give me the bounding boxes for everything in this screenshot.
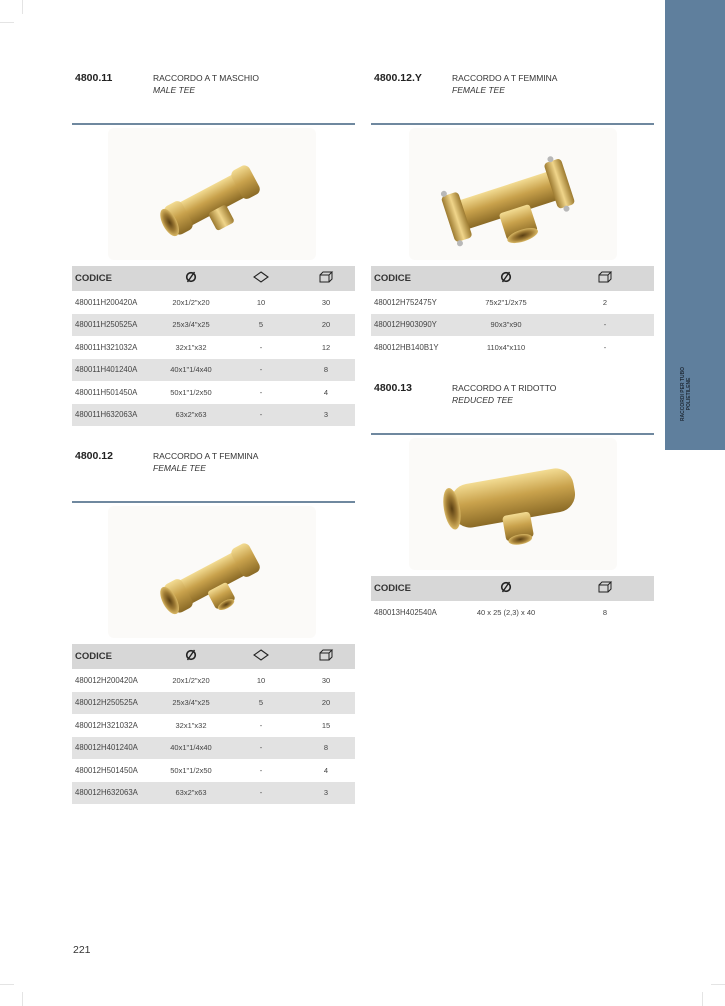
crop-mark bbox=[711, 984, 725, 985]
pack-qty: - bbox=[225, 737, 297, 760]
table-row bbox=[72, 737, 355, 760]
pack-qty: - bbox=[259, 342, 263, 352]
pack-qty: - bbox=[225, 359, 297, 382]
table-row bbox=[72, 404, 355, 427]
table-row bbox=[72, 291, 355, 314]
product-code: 4800.12.Y bbox=[374, 72, 422, 84]
table-row bbox=[72, 714, 355, 737]
dimension: 32x1"x32 bbox=[175, 720, 207, 730]
table-row bbox=[371, 314, 654, 337]
product-name-it: RACCORDO A T FEMMINA bbox=[452, 73, 558, 83]
article-code: 480012H321032A bbox=[75, 720, 138, 730]
table-header-row bbox=[371, 266, 654, 291]
diameter-header bbox=[157, 644, 225, 669]
article-code: 480011H501450A bbox=[75, 387, 138, 397]
box-qty: 4 bbox=[323, 765, 329, 775]
dimension: 20x1/2"x20 bbox=[172, 297, 210, 307]
box-qty: 3 bbox=[297, 782, 355, 805]
diameter-icon bbox=[500, 271, 512, 283]
product-code: 4800.11 bbox=[75, 72, 113, 84]
product-name-it: RACCORDO A T MASCHIO bbox=[153, 73, 259, 83]
fitting-header bbox=[225, 644, 297, 669]
codice-header: CODICE bbox=[371, 266, 456, 291]
female-tee-large-fitting-image bbox=[409, 128, 617, 260]
pack-qty: 10 bbox=[256, 675, 266, 685]
dimension: 25x3/4"x25 bbox=[157, 692, 225, 715]
box-qty: 8 bbox=[297, 737, 355, 760]
codice-header: CODICE bbox=[371, 576, 456, 601]
table-header-row bbox=[371, 576, 654, 601]
box-qty: 3 bbox=[297, 404, 355, 427]
diameter-icon bbox=[185, 649, 197, 661]
section-divider bbox=[371, 123, 654, 125]
table-header-row bbox=[72, 644, 355, 669]
article-code: 480012H501450A bbox=[75, 765, 138, 775]
dimension: 32x1"x32 bbox=[175, 342, 207, 352]
article-code: 480012H250525A bbox=[72, 692, 157, 715]
page-number: 221 bbox=[73, 944, 91, 956]
table-row bbox=[72, 381, 355, 404]
article-code: 480012H903090Y bbox=[371, 314, 456, 337]
crop-mark bbox=[0, 22, 14, 23]
male-tee-fitting-image bbox=[108, 128, 316, 260]
product-title bbox=[452, 72, 557, 96]
dimension: 25x3/4"x25 bbox=[157, 314, 225, 337]
section-side-tab bbox=[665, 0, 725, 450]
product-photo bbox=[409, 128, 617, 260]
dimension: 40x1"1/4x40 bbox=[157, 737, 225, 760]
dimension: 110x4"x110 bbox=[486, 342, 526, 352]
pack-qty: 10 bbox=[256, 297, 266, 307]
crop-mark bbox=[0, 984, 14, 985]
product-table bbox=[371, 576, 654, 624]
dimension: 50x1"1/2x50 bbox=[170, 387, 212, 397]
diameter-header bbox=[157, 266, 225, 291]
box-qty: - bbox=[603, 342, 607, 352]
side-tab-line-2: POLIETILENE bbox=[686, 377, 692, 411]
product-code: 4800.13 bbox=[374, 382, 412, 394]
article-code: 480011H321032A bbox=[75, 342, 138, 352]
dimension: 63x2"x63 bbox=[157, 782, 225, 805]
section-divider bbox=[72, 501, 355, 503]
box-icon bbox=[318, 271, 334, 283]
product-title bbox=[153, 72, 259, 96]
box-qty: 4 bbox=[323, 387, 329, 397]
box-qty: 20 bbox=[297, 692, 355, 715]
product-photo bbox=[409, 438, 617, 570]
crop-mark bbox=[22, 992, 23, 1006]
box-header bbox=[556, 266, 654, 291]
article-code: 480011H250525A bbox=[72, 314, 157, 337]
article-code: 480012HB140B1Y bbox=[374, 342, 439, 352]
product-photo bbox=[108, 506, 316, 638]
side-tab-line-1: RACCORDI PER TUBO bbox=[680, 366, 686, 422]
crop-mark bbox=[22, 0, 23, 14]
table-row bbox=[72, 759, 355, 782]
pack-qty: - bbox=[259, 720, 263, 730]
box-qty: 12 bbox=[321, 342, 331, 352]
article-code: 480011H632063A bbox=[72, 404, 157, 427]
box-qty: 20 bbox=[297, 314, 355, 337]
box-qty: - bbox=[556, 314, 654, 337]
table-row bbox=[72, 692, 355, 715]
box-header bbox=[556, 576, 654, 601]
fitting-header bbox=[225, 266, 297, 291]
box-qty: 30 bbox=[321, 297, 331, 307]
product-name-en: FEMALE TEE bbox=[452, 85, 505, 95]
table-header-row bbox=[72, 266, 355, 291]
article-code: 480012H632063A bbox=[72, 782, 157, 805]
table-row bbox=[72, 336, 355, 359]
box-qty: 8 bbox=[297, 359, 355, 382]
table-row bbox=[371, 336, 654, 359]
product-name-en: FEMALE TEE bbox=[153, 463, 206, 473]
pack-qty: - bbox=[225, 404, 297, 427]
box-header bbox=[297, 644, 355, 669]
dimension: 40x1"1/4x40 bbox=[157, 359, 225, 382]
dimension: 75x2"1/2x75 bbox=[485, 297, 527, 307]
hexagon-icon bbox=[253, 271, 269, 283]
product-name-en: REDUCED TEE bbox=[452, 395, 513, 405]
product-title bbox=[153, 450, 258, 474]
box-icon bbox=[597, 581, 613, 593]
box-qty: 15 bbox=[321, 720, 331, 730]
product-name-it: RACCORDO A T FEMMINA bbox=[153, 451, 259, 461]
product-name-it: RACCORDO A T RIDOTTO bbox=[452, 383, 557, 393]
box-qty: 30 bbox=[321, 675, 331, 685]
article-code: 480012H200420A bbox=[75, 675, 138, 685]
reduced-tee-fitting-image bbox=[409, 438, 617, 570]
product-table bbox=[72, 266, 355, 426]
codice-header: CODICE bbox=[72, 266, 157, 291]
diameter-icon bbox=[500, 581, 512, 593]
pack-qty: - bbox=[225, 782, 297, 805]
hexagon-icon bbox=[253, 649, 269, 661]
box-header bbox=[297, 266, 355, 291]
female-tee-fitting-image bbox=[108, 506, 316, 638]
dimension: 90x3"x90 bbox=[456, 314, 556, 337]
section-side-tab-label bbox=[680, 362, 694, 432]
dimension: 63x2"x63 bbox=[157, 404, 225, 427]
dimension: 40 x 25 (2,3) x 40 bbox=[476, 607, 536, 617]
product-table bbox=[72, 644, 355, 804]
product-table bbox=[371, 266, 654, 359]
pack-qty: - bbox=[259, 765, 263, 775]
table-row bbox=[72, 359, 355, 382]
dimension: 50x1"1/2x50 bbox=[170, 765, 212, 775]
dimension: 20x1/2"x20 bbox=[172, 675, 210, 685]
box-qty: 2 bbox=[602, 297, 608, 307]
article-code: 480013H402540A bbox=[374, 607, 437, 617]
article-code: 480011H200420A bbox=[75, 297, 138, 307]
section-divider bbox=[371, 433, 654, 435]
codice-header: CODICE bbox=[72, 644, 157, 669]
pack-qty: 5 bbox=[225, 692, 297, 715]
table-row bbox=[371, 291, 654, 314]
table-row bbox=[72, 782, 355, 805]
diameter-header bbox=[456, 576, 556, 601]
table-row bbox=[371, 601, 654, 624]
box-icon bbox=[597, 271, 613, 283]
table-row bbox=[72, 314, 355, 337]
product-code: 4800.12 bbox=[75, 450, 113, 462]
pack-qty: 5 bbox=[225, 314, 297, 337]
product-title bbox=[452, 382, 556, 406]
crop-mark bbox=[702, 992, 703, 1006]
product-photo bbox=[108, 128, 316, 260]
article-code: 480012H752475Y bbox=[374, 297, 437, 307]
diameter-header bbox=[456, 266, 556, 291]
table-row bbox=[72, 669, 355, 692]
box-qty: 8 bbox=[602, 607, 608, 617]
box-icon bbox=[318, 649, 334, 661]
article-code: 480011H401240A bbox=[72, 359, 157, 382]
product-name-en: MALE TEE bbox=[153, 85, 196, 95]
section-divider bbox=[72, 123, 355, 125]
pack-qty: - bbox=[259, 387, 263, 397]
diameter-icon bbox=[185, 271, 197, 283]
article-code: 480012H401240A bbox=[72, 737, 157, 760]
